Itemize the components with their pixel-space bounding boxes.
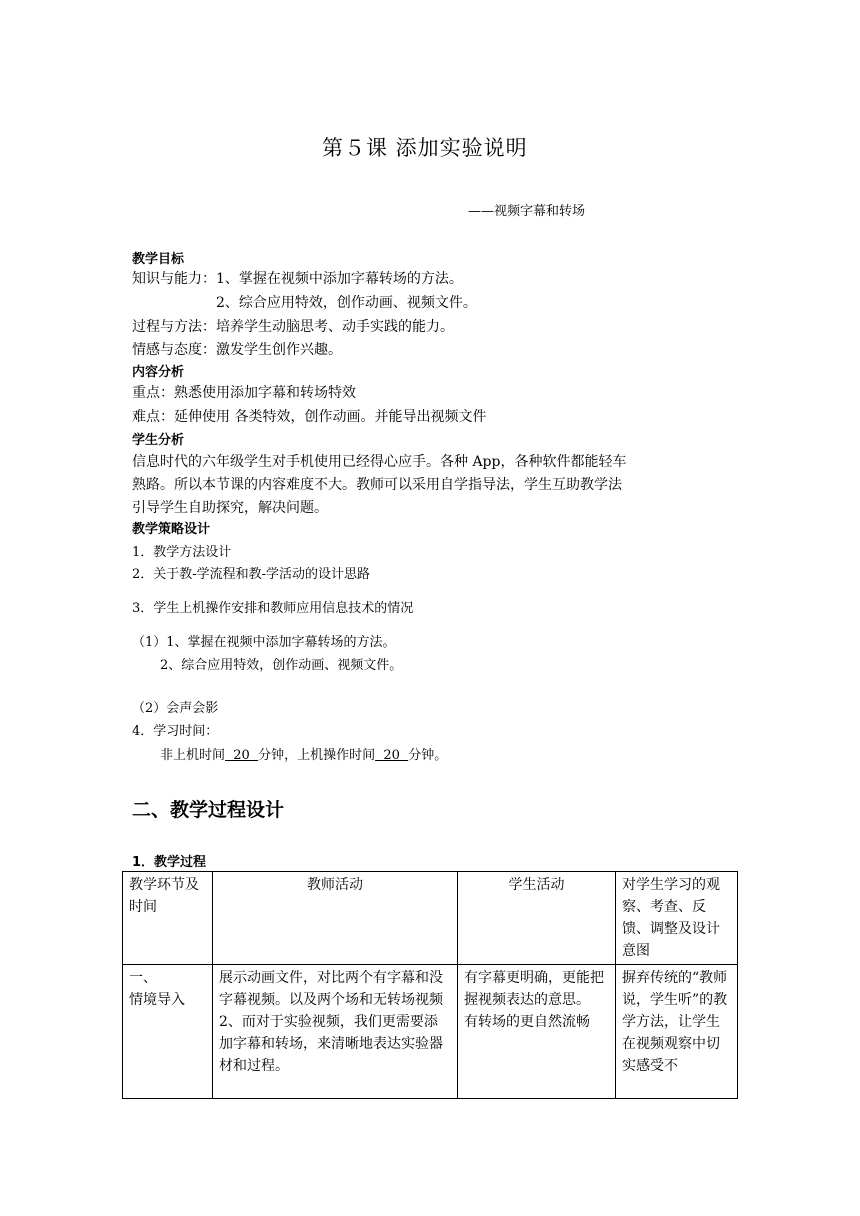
strategy-item-2: 2．关于教-学流程和教-学活动的设计思路: [132, 567, 371, 582]
strategy-heading: 教学策略设计: [132, 522, 211, 537]
objectives-line-4: 情感与态度：激发学生创作兴趣。: [132, 342, 342, 358]
section-heading: 二、教学过程设计: [132, 799, 285, 821]
strategy-item-3: 3．学生上机操作安排和教师应用信息技术的情况: [132, 601, 414, 616]
process-subheading: 1．教学过程: [132, 855, 207, 870]
students-line-3: 引导学生自助探究，解决问题。: [132, 500, 328, 516]
strategy-sub-1b: 2、综合应用特效，创作动画、视频文件。: [160, 658, 403, 673]
time-pre-label: 非上机时间: [160, 748, 226, 763]
students-line-1: 信息时代的六年级学生对手机使用已经得心应手。各种 App，各种软件都能轻车: [132, 454, 627, 470]
objectives-line-1: 知识与能力：1、掌握在视频中添加字幕转场的方法。: [132, 271, 463, 287]
table-row: [123, 965, 738, 1099]
row-cell-stage: 一、 情境导入: [123, 965, 213, 1099]
students-line-2: 熟路。所以本节课的内容难度不大。教师可以采用自学指导法，学生互助教学法: [132, 477, 622, 493]
objectives-line-2: 2、综合应用特效，创作动画、视频文件。: [216, 295, 477, 311]
strategy-sub-2: （2）会声会影: [132, 701, 219, 716]
process-table: [122, 871, 738, 1099]
header-cell-student: 学生活动: [458, 872, 616, 965]
row-cell-teacher: 展示动画文件，对比两个有字幕和没字幕视频。以及两个场和无转场视频 2、而对于实验视频，我们更需要添加字幕和转场，来清晰地表达实验器材和过程。: [213, 965, 458, 1099]
objectives-line-3: 过程与方法：培养学生动脑思考、动手实践的能力。: [132, 319, 454, 335]
time-post-label: 分钟。: [408, 748, 448, 763]
header-cell-teacher: 教师活动: [213, 872, 458, 965]
non-computer-time-value: 20: [225, 748, 259, 763]
study-time-line: [160, 744, 447, 763]
row-cell-student: 有字幕更明确，更能把握视频表达的意思。 有转场的更自然流畅: [458, 965, 616, 1099]
computer-time-value: 20: [375, 748, 409, 763]
row-cell-observation: 摒弃传统的“教师说，学生听”的教学方法，让学生在视频观察中切实感受不: [616, 965, 738, 1099]
content-line-2: 难点：延伸使用 各类特效，创作动画。并能导出视频文件: [132, 409, 487, 425]
objectives-heading: 教学目标: [132, 252, 185, 267]
strategy-item-1: 1．教学方法设计: [132, 545, 232, 560]
page-subtitle: ——视频字幕和转场: [468, 204, 586, 219]
page-title: 第５课 添加实验说明: [322, 136, 528, 160]
content-heading: 内容分析: [132, 365, 185, 380]
table-header-row: [123, 872, 738, 965]
students-heading: 学生分析: [132, 433, 185, 448]
content-line-1: 重点：熟悉使用添加字幕和转场特效: [132, 385, 356, 401]
header-cell-stage: 教学环节及时间: [123, 872, 213, 965]
strategy-item-4: 4．学习时间：: [132, 724, 219, 739]
strategy-sub-1a: （1）1、掌握在视频中添加字幕转场的方法。: [132, 635, 396, 650]
header-cell-observation: 对学生学习的观察、考查、反馈、调整及设计意图: [616, 872, 738, 965]
time-mid-label: 分钟，上机操作时间: [258, 748, 376, 763]
